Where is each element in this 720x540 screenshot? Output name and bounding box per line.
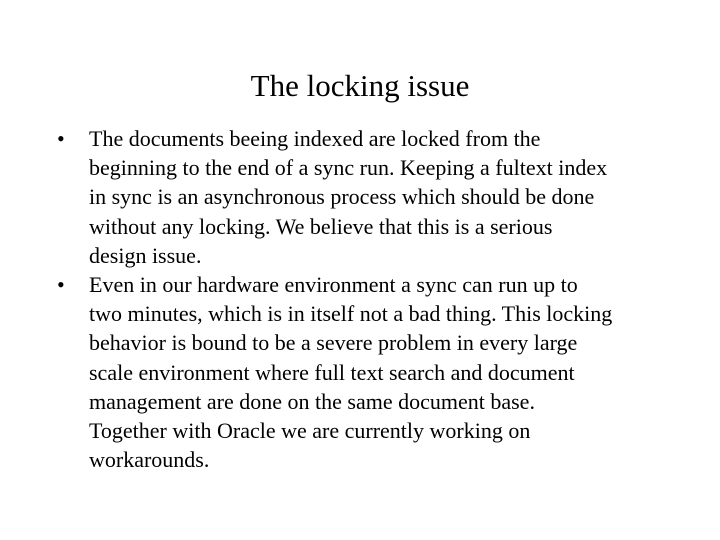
bullet-text-line: management are done on the same document base. (89, 388, 535, 414)
bullet-text-line: design issue. (89, 242, 202, 268)
bullet-text-line: in sync is an asynchronous process which should be done (89, 184, 595, 210)
bullet-text-line: workarounds. (89, 447, 210, 473)
bullet-text-line: scale environment where full text search and document (89, 359, 575, 385)
bullet-text-line: two minutes, which is in itself not a bad thing. This locking (89, 301, 613, 327)
bullet-text-line: Even in our hardware environment a sync can run up to (89, 272, 578, 298)
bullet-text-line: Together with Oracle we are currently working on (89, 418, 531, 444)
bullet-text-line: The documents beeing indexed are locked from the (89, 126, 541, 151)
bullet-text-line: without any locking. We believe that this is a serious (89, 213, 553, 239)
slide-title: The locking issue (250, 68, 470, 103)
bullet-dot-icon: • (57, 272, 65, 298)
bullet-dot-icon: • (57, 126, 65, 151)
bullet-text-line: beginning to the end of a sync run. Keeping a fultext index (89, 155, 608, 181)
bullet-text-line: behavior is bound to be a severe problem in every large (89, 330, 578, 356)
bullet-item (57, 124, 667, 270)
bullet-list (57, 124, 667, 474)
bullet-item (57, 270, 667, 474)
